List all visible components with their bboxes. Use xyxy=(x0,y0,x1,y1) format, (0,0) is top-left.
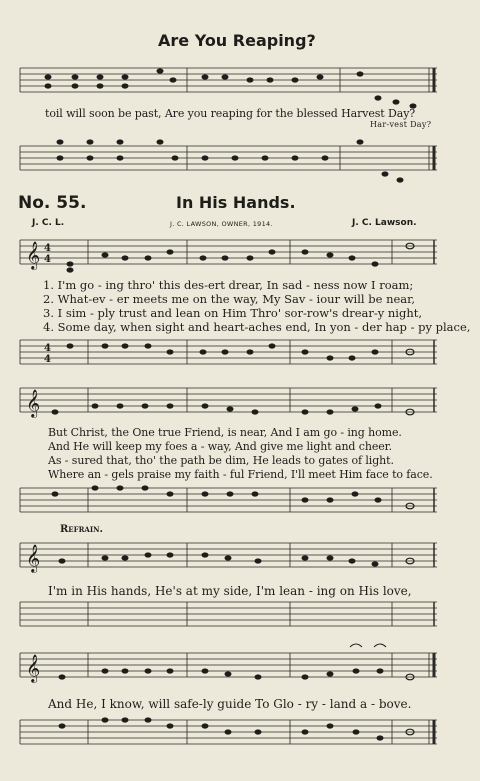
verse-3-line-b: As - sured that, tho' the path be dim, He leads to gates of light. xyxy=(48,454,394,467)
svg-text:4: 4 xyxy=(44,254,51,265)
svg-text:4: 4 xyxy=(44,343,51,354)
song1-lyric-line: toil will soon be past, Are you reaping for the blessed Harvest Day? xyxy=(45,107,416,120)
svg-text:𝄞: 𝄞 xyxy=(26,241,41,269)
system1-treble-staff xyxy=(0,232,480,278)
svg-text:𝄞: 𝄞 xyxy=(26,654,41,682)
refrain-lyric-line-1: I'm in His hands, He's at my side, I'm lean - ing on His love, xyxy=(48,584,412,598)
system2-treble-staff xyxy=(0,380,480,426)
song1-annotation: Har-vest Day? xyxy=(370,120,432,129)
verse-3-line-a: 3. I sim - ply trust and lean on Him Thro' sor-row's drear-y night, xyxy=(43,306,423,320)
composer-credit: J. C. Lawson. xyxy=(352,218,417,228)
lyricist-credit: J. C. L. xyxy=(32,218,65,228)
song-number: No. 55. xyxy=(18,193,87,213)
svg-text:4: 4 xyxy=(44,354,51,365)
refrain-line2-treble-staff xyxy=(0,645,480,691)
svg-text:𝄞: 𝄞 xyxy=(26,389,41,417)
svg-text:𝄞: 𝄞 xyxy=(26,544,41,572)
song2-title: In His Hands. xyxy=(176,193,296,212)
refrain-line1-treble-staff xyxy=(0,535,480,581)
copyright-notice: J. C. LAWSON, OWNER, 1914. xyxy=(170,220,273,228)
refrain-line2-bass-staff xyxy=(0,710,480,756)
song1-title: Are You Reaping? xyxy=(158,31,316,50)
svg-text:4: 4 xyxy=(44,243,51,254)
song1-bass-staff xyxy=(0,136,480,186)
song1-treble-staff xyxy=(0,60,480,110)
refrain-line1-bass-staff xyxy=(0,596,480,636)
system1-bass-staff xyxy=(0,330,480,376)
verse-1-line-a: 1. I'm go - ing thro' this des-ert drear, In sad - ness now I roam; xyxy=(43,278,414,292)
verse-4-line-b: Where an - gels praise my faith - ful Friend, I'll meet Him face to face. xyxy=(48,468,433,481)
verse-4-line-a: 4. Some day, when sight and heart-aches end, In yon - der hap - py place, xyxy=(43,320,471,334)
refrain-lyric-line-2: And He, I know, will safe-ly guide To Glo - ry - land a - bove. xyxy=(48,697,412,711)
refrain-label: Refrain. xyxy=(60,524,104,535)
verse-2-line-a: 2. What-ev - er meets me on the way, My Sav - iour will be near, xyxy=(43,292,416,306)
system2-bass-staff xyxy=(0,478,480,524)
verse-2-line-b: And He will keep my foes a - way, And give me light and cheer. xyxy=(48,440,392,453)
verse-1-line-b: But Christ, the One true Friend, is near, And I am go - ing home. xyxy=(48,426,402,439)
